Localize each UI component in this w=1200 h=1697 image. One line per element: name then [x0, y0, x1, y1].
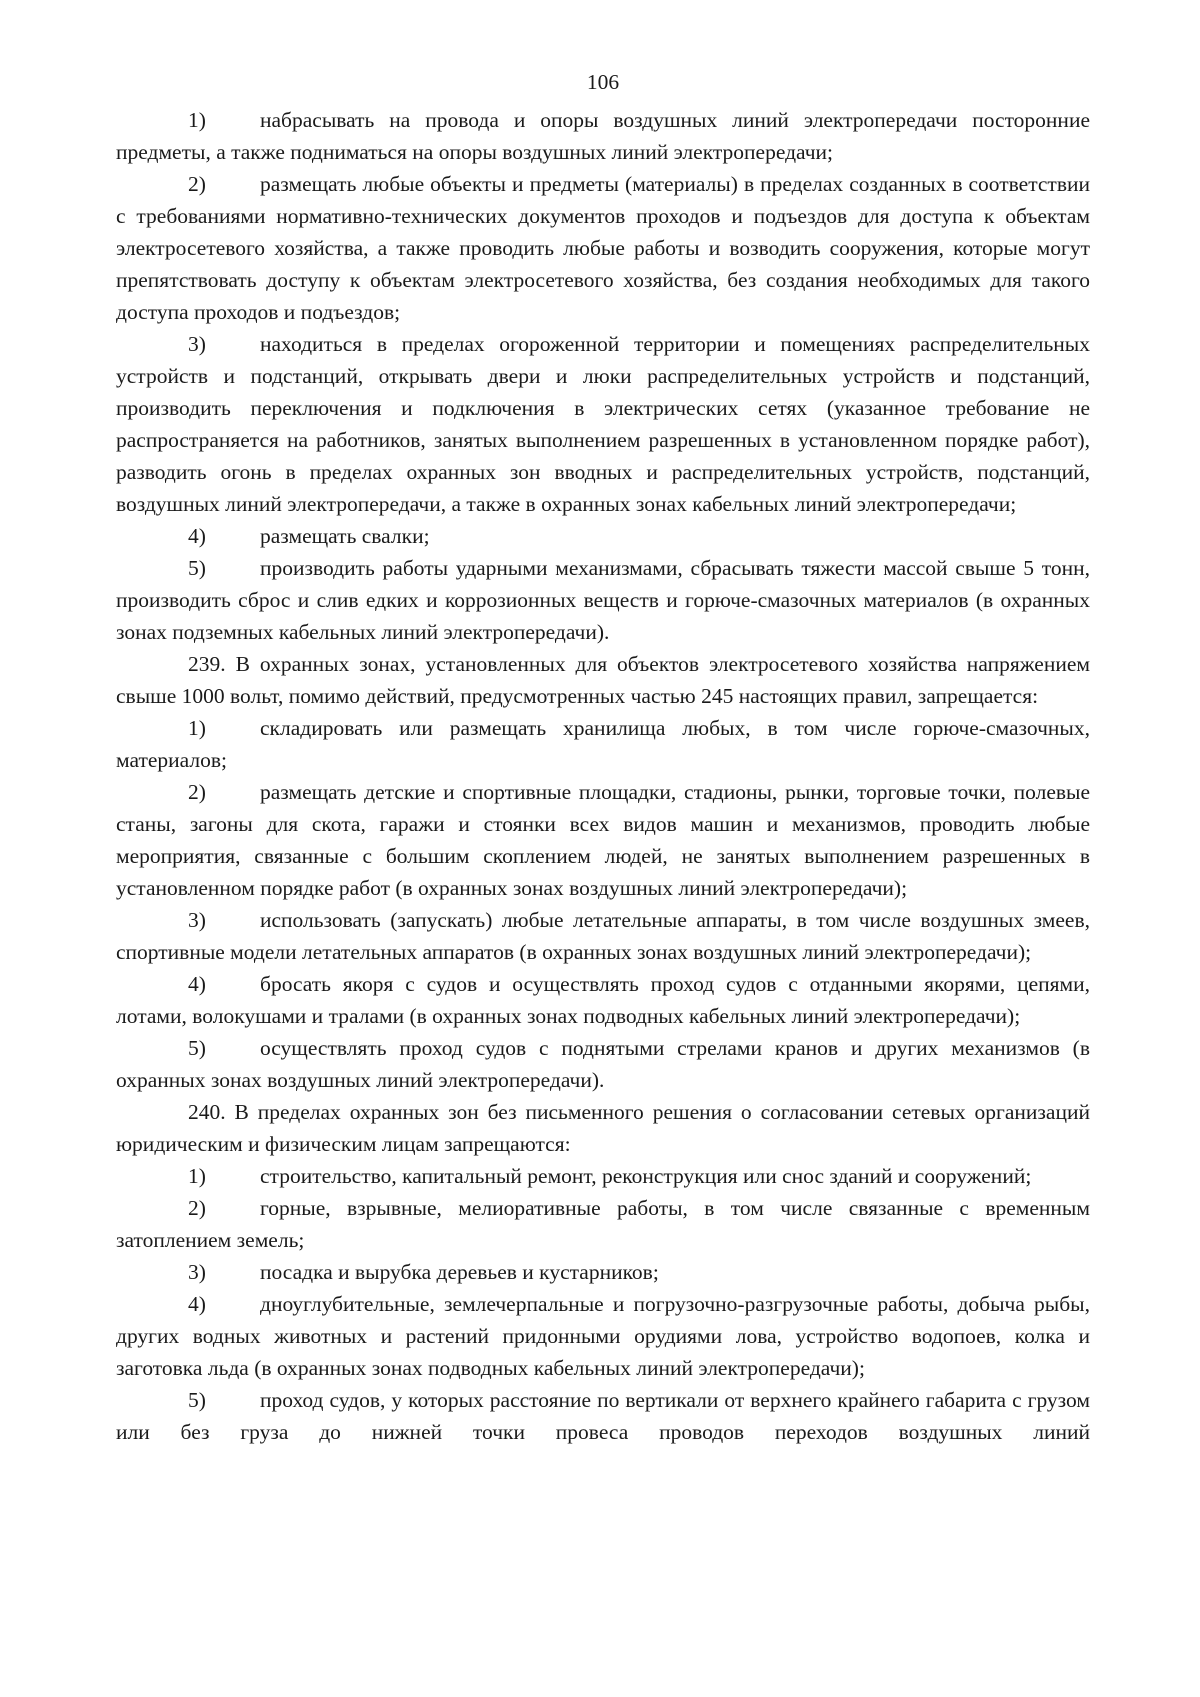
- paragraph-text: набрасывать на провода и опоры воздушных линий электропередачи посторонние предметы, а также подниматься на опоры воздушных линий электропередачи;: [116, 108, 1090, 164]
- page-number: 106: [586, 70, 620, 94]
- item-number: 1): [188, 716, 206, 740]
- paragraph: [116, 776, 1090, 904]
- item-number: 4): [188, 524, 206, 548]
- paragraph: [116, 520, 1090, 552]
- paragraph-text: использовать (запускать) любые летательные аппараты, в том числе воздушных змеев, спортивные модели летательных аппаратов (в охранных зонах воздушных линий электропередачи);: [116, 908, 1090, 964]
- paragraph-text: посадка и вырубка деревьев и кустарников;: [260, 1260, 659, 1284]
- paragraph: [116, 1032, 1090, 1096]
- paragraph: [116, 904, 1090, 968]
- item-number: 3): [188, 1260, 206, 1284]
- paragraph: [116, 328, 1090, 520]
- paragraph-text: складировать или размещать хранилища любых, в том числе горюче-смазочных, материалов;: [116, 716, 1090, 772]
- paragraph: [116, 1192, 1090, 1256]
- paragraph: [116, 168, 1090, 328]
- item-number: 2): [188, 172, 206, 196]
- paragraph-text: горные, взрывные, мелиоративные работы, в том числе связанные с временным затоплением земель;: [116, 1196, 1090, 1252]
- item-number: 1): [188, 108, 206, 132]
- paragraph-text: дноуглубительные, землечерпальные и погрузочно-разгрузочные работы, добыча рыбы, других водных животных и растений придонными орудиями лова, устройство водопоев, колка и заготовка льда (в охранных зонах подводных кабельных линий электропередачи);: [116, 1292, 1090, 1380]
- paragraph: [116, 1288, 1090, 1384]
- paragraph: [116, 1160, 1090, 1192]
- item-number: 1): [188, 1164, 206, 1188]
- paragraph-text: размещать любые объекты и предметы (материалы) в пределах созданных в соответствии с требованиями нормативно-технических документов проходов и подъездов для доступа к объектам электросетевого хозяйства, а также проводить любые работы и возводить сооружения, которые могут препятствовать доступу к объектам электросетевого хозяйства, без создания необходимых для такого доступа проходов и подъездов;: [116, 172, 1090, 324]
- paragraph: [116, 1256, 1090, 1288]
- item-number: 5): [188, 1036, 206, 1060]
- paragraph: [116, 648, 1090, 712]
- paragraph-text: осуществлять проход судов с поднятыми стрелами кранов и других механизмов (в охранных зонах воздушных линий электропередачи).: [116, 1036, 1090, 1092]
- paragraph-text: бросать якоря с судов и осуществлять проход судов с отданными якорями, цепями, лотами, волокушами и тралами (в охранных зонах подводных кабельных линий электропередачи);: [116, 972, 1090, 1028]
- item-number: 4): [188, 1292, 206, 1316]
- item-number: 4): [188, 972, 206, 996]
- paragraph-text: 240. В пределах охранных зон без письменного решения о согласовании сетевых организаций юридическим и физическим лицам запрещаются:: [116, 1100, 1090, 1156]
- paragraph-text: производить работы ударными механизмами, сбрасывать тяжести массой свыше 5 тонн, производить сброс и слив едких и коррозионных веществ и горюче-смазочных материалов (в охранных зонах подземных кабельных линий электропередачи).: [116, 556, 1090, 644]
- item-number: 2): [188, 1196, 206, 1220]
- item-number: 3): [188, 332, 206, 356]
- item-number: 2): [188, 780, 206, 804]
- paragraph-text: размещать детские и спортивные площадки, стадионы, рынки, торговые точки, полевые станы, загоны для скота, гаражи и стоянки всех видов машин и механизмов, проводить любые мероприятия, связанные с большим скоплением людей, не занятых выполнением разрешенных в установленном порядке работ (в охранных зонах воздушных линий электропередачи);: [116, 780, 1090, 900]
- paragraph-text: размещать свалки;: [260, 524, 430, 548]
- item-number: 5): [188, 1388, 206, 1412]
- paragraph: [116, 712, 1090, 776]
- item-number: 5): [188, 556, 206, 580]
- paragraph: [116, 968, 1090, 1032]
- paragraph-text: проход судов, у которых расстояние по вертикали от верхнего крайнего габарита с грузом или без груза до нижней точки провеса проводов переходов воздушных линий: [116, 1388, 1090, 1444]
- item-number: 3): [188, 908, 206, 932]
- paragraph: [116, 1096, 1090, 1160]
- paragraph-text: 239. В охранных зонах, установленных для объектов электросетевого хозяйства напряжением свыше 1000 вольт, помимо действий, предусмотренных частью 245 настоящих правил, запрещается:: [116, 652, 1090, 708]
- paragraph-text: находиться в пределах огороженной территории и помещениях распределительных устройств и подстанций, открывать двери и люки распределительных устройств и подстанций, производить переключения и подключения в электрических сетях (указанное требование не распространяется на работников, занятых выполнением разрешенных в установленном порядке работ), разводить огонь в пределах охранных зон вводных и распределительных устройств, подстанций, воздушных линий электропередачи, а также в охранных зонах кабельных линий электропередачи;: [116, 332, 1090, 516]
- paragraph: [116, 104, 1090, 168]
- document-body: [116, 104, 1090, 1448]
- paragraph: [116, 552, 1090, 648]
- paragraph: [116, 1384, 1090, 1448]
- paragraph-text: строительство, капитальный ремонт, реконструкция или снос зданий и сооружений;: [260, 1164, 1032, 1188]
